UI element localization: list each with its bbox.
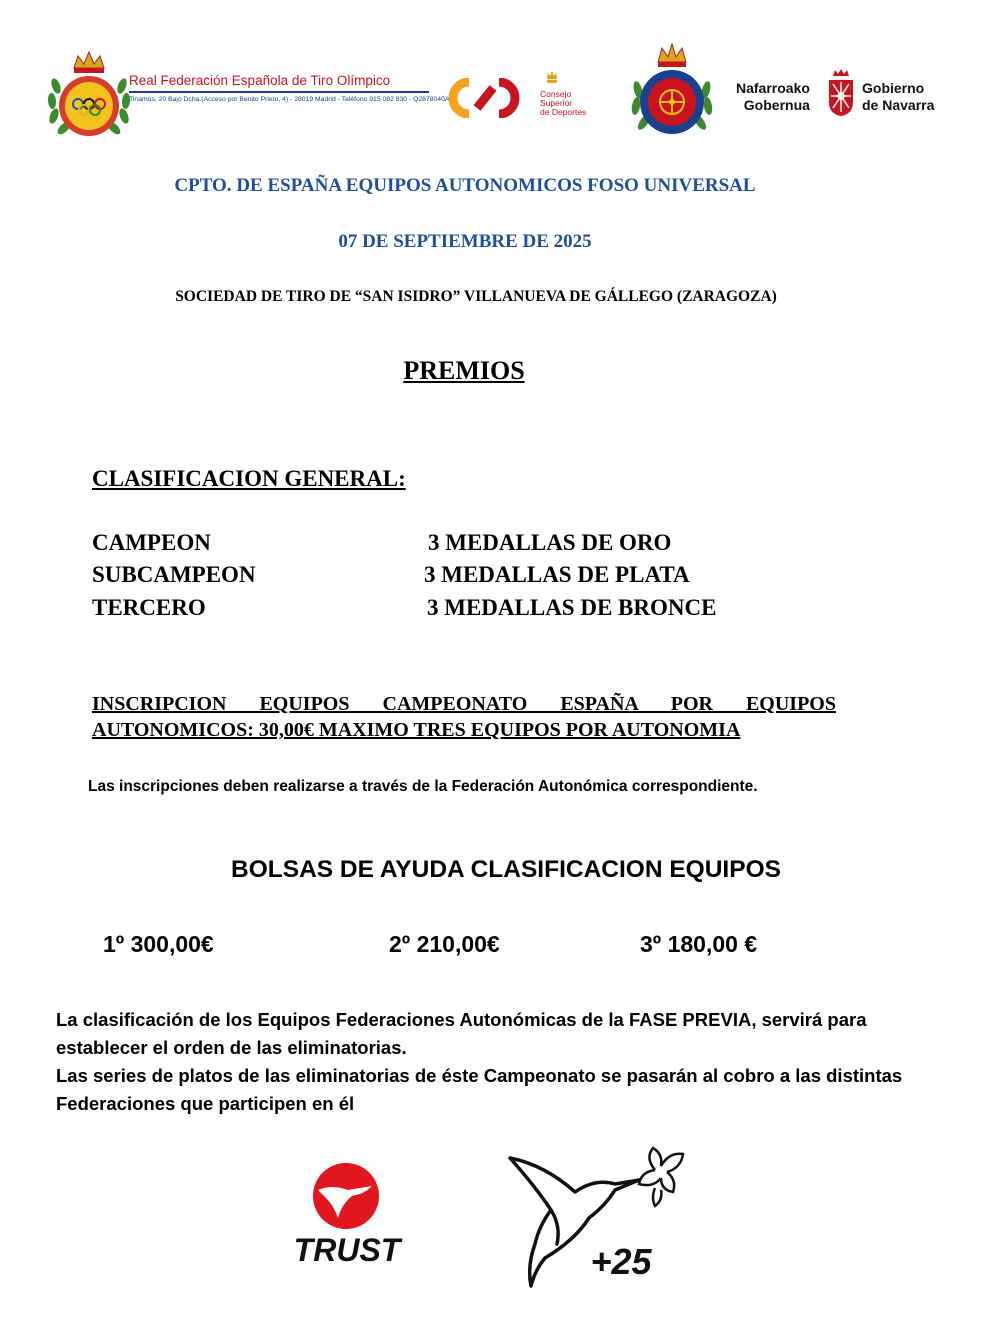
inscription-line-2: AUTONOMICOS: 30,00€ MAXIMO TRES EQUIPOS POR AUTONOMIA: [92, 719, 741, 741]
prize-first: 1º 300,00€: [103, 931, 214, 957]
inscription-line-1: INSCRIPCION EQUIPOS CAMPEONATO ESPAÑA POR EQUIPOS: [92, 693, 836, 715]
plus-25-label: +25: [590, 1241, 652, 1282]
navarra-shield-icon: [826, 68, 856, 118]
trust-sponsor-logo: [276, 1160, 418, 1268]
rfedeto-address: Tinamús, 20 Bajo Dcha.(Acceso por Benito Prieto, 4) - 28019 Madrid - Teléfono 915 082 830 - Q2878040A: [129, 96, 450, 103]
rfedeto-crest-logo: [44, 46, 134, 146]
place-champion: CAMPEON: [92, 530, 211, 555]
award-runner-up: 3 MEDALLAS DE PLATA: [424, 562, 690, 587]
prize-third: 3º 180,00 €: [640, 931, 758, 957]
event-date: 07 DE SEPTIEMBRE DE 2025: [338, 231, 592, 252]
place-third: TERCERO: [92, 595, 206, 620]
csd-logo: [447, 78, 537, 118]
flower-icon: [639, 1148, 683, 1206]
note-preliminary-phase: La clasificación de los Equipos Federaciones Autonómicas de la FASE PREVIA, servirá para establecer el orden de las eliminatorias.: [56, 1009, 867, 1058]
prize-second: 2º 210,00€: [389, 931, 500, 957]
navarra-government-basque-name: Nafarroako Gobernua: [736, 80, 810, 113]
event-venue: SOCIEDAD DE TIRO DE “SAN ISIDRO” VILLANUEVA DE GÁLLEGO (ZARAGOZA): [175, 288, 777, 305]
rfedeto-name: Real Federación Española de Tiro Olímpico: [129, 73, 391, 88]
inscription-fee-text: [92, 691, 836, 743]
event-title: CPTO. DE ESPAÑA EQUIPOS AUTONOMICOS FOSO UNIVERSAL: [174, 175, 756, 196]
navarra-government-spanish-name: Gobierno de Navarra: [862, 80, 935, 113]
footer-notes: [56, 1006, 961, 1118]
prizes-heading: PREMIOS: [403, 356, 525, 385]
trust-wordmark: TRUST: [293, 1232, 401, 1268]
award-champion: 3 MEDALLAS DE ORO: [428, 530, 672, 555]
rfedeto-divider: [129, 91, 429, 93]
note-series-billing: Las series de platos de las eliminatorias de éste Campeonato se pasarán al cobro a las distintas Federaciones que participen en él: [56, 1065, 903, 1114]
award-third: 3 MEDALLAS DE BRONCE: [427, 595, 717, 620]
navarra-shooting-federation-crest-logo: [626, 40, 718, 148]
general-classification-heading: CLASIFICACION GENERAL:: [92, 466, 406, 491]
csd-name: Consejo Superior de Deportes: [540, 89, 587, 117]
crown-icon: [546, 70, 558, 84]
place-runner-up: SUBCAMPEON: [92, 562, 256, 587]
aid-heading: BOLSAS DE AYUDA CLASIFICACION EQUIPOS: [231, 856, 781, 883]
inscription-note: Las inscripciones deben realizarse a través de la Federación Autonómica correspondiente.: [88, 778, 758, 795]
hummingbird-sponsor-logo: [505, 1140, 695, 1290]
